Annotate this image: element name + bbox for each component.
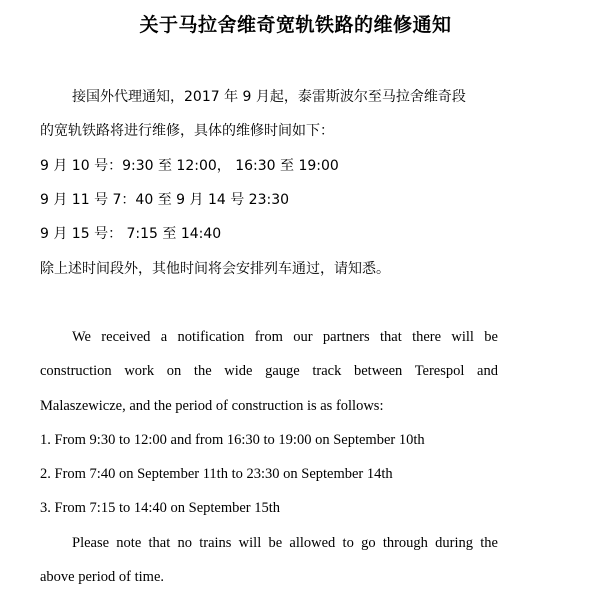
cn-schedule-item-1: 9 月 10 号：9:30 至 12:00， 16:30 至 19:00 bbox=[40, 158, 339, 174]
cn-intro-line-2: 的宽轨铁路将进行维修，具体的维修时间如下： bbox=[40, 123, 334, 139]
en-intro-line-2: construction work on the wide gauge track between Terespol and bbox=[40, 363, 498, 379]
en-schedule-item-1: 1. From 9:30 to 12:00 and from 16:30 to 19:00 on September 10th bbox=[40, 432, 425, 448]
en-intro-line-1: We received a notification from our partners that there will be bbox=[72, 329, 498, 345]
cn-schedule-item-3: 9 月 15 号： 7:15 至 14:40 bbox=[40, 226, 222, 242]
en-schedule-item-3: 3. From 7:15 to 14:40 on September 15th bbox=[40, 500, 281, 516]
notice-title: 关于马拉舍维奇宽轨铁路的维修通知 bbox=[139, 14, 452, 36]
en-note-line-2: above period of time. bbox=[40, 569, 165, 585]
en-note-line-1: Please note that no trains will be allowed to go through during the bbox=[72, 535, 498, 551]
cn-schedule-item-2: 9 月 11 号 7：40 至 9 月 14 号 23:30 bbox=[40, 192, 290, 208]
en-intro-line-3: Malaszewicze, and the period of construction is as follows: bbox=[40, 398, 384, 414]
en-schedule-item-2: 2. From 7:40 on September 11th to 23:30 on September 14th bbox=[40, 466, 393, 482]
cn-closing-line: 除上述时间段外，其他时间将会安排列车通过，请知悉。 bbox=[40, 261, 390, 277]
cn-intro-line-1: 接国外代理通知，2017 年 9 月起，泰雷斯波尔至马拉舍维奇段 bbox=[72, 89, 466, 105]
